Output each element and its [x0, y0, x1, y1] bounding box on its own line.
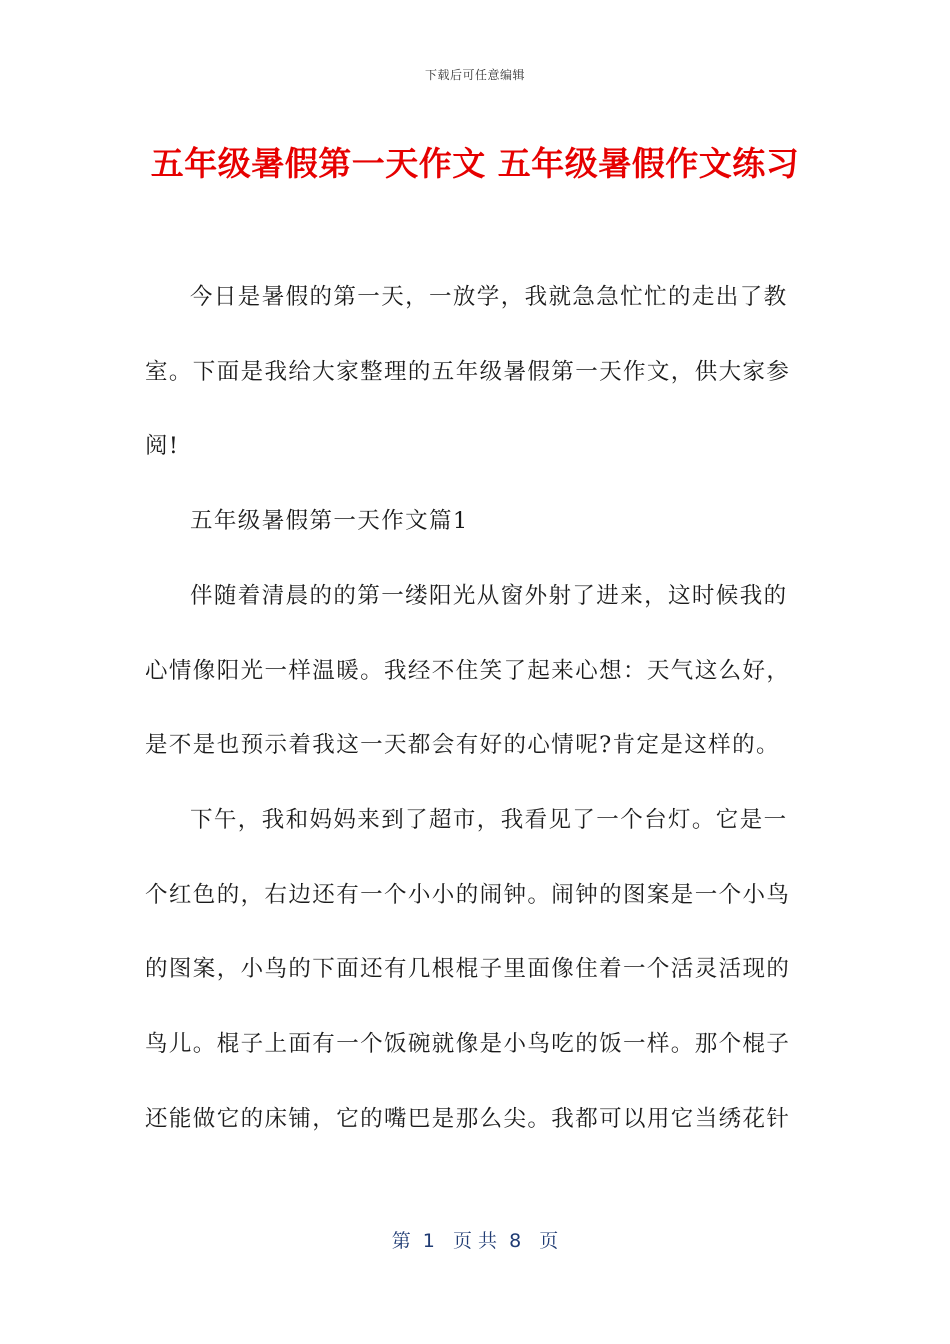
body-paragraph: 伴随着清晨的的第一缕阳光从窗外射了进来，这时候我的心情像阳光一样温暖。我经不住笑了起来心想：天气这么好，是不是也预示着我这一天都会有好的心情呢?肯定是这样的。	[145, 582, 791, 759]
section-heading: 五年级暑假第一天作文篇1	[190, 508, 469, 535]
document-body	[145, 260, 805, 1156]
header-note: 下载后可任意编辑	[424, 68, 525, 82]
body-paragraph: 下午，我和妈妈来到了超市，我看见了一个台灯。它是一个红色的，右边还有一个小小的闹钟。闹钟的图案是一个小鸟的图案，小鸟的下面还有几根棍子里面像住着一个活灵活现的鸟儿。棍子上面有一个饭碗就像是小鸟吃的饭一样。那个棍子还能做它的床铺，它的嘴巴是那么尖。我都可以用它当绣花针	[145, 806, 791, 1132]
page-number: 第 1 页 共 8 页	[391, 1230, 559, 1252]
document-title: 五年级暑假第一天作文 五年级暑假作文练习	[150, 144, 800, 183]
intro-paragraph: 今日是暑假的第一天，一放学，我就急急忙忙的走出了教室。下面是我给大家整理的五年级暑假第一天作文，供大家参阅!	[145, 284, 791, 460]
